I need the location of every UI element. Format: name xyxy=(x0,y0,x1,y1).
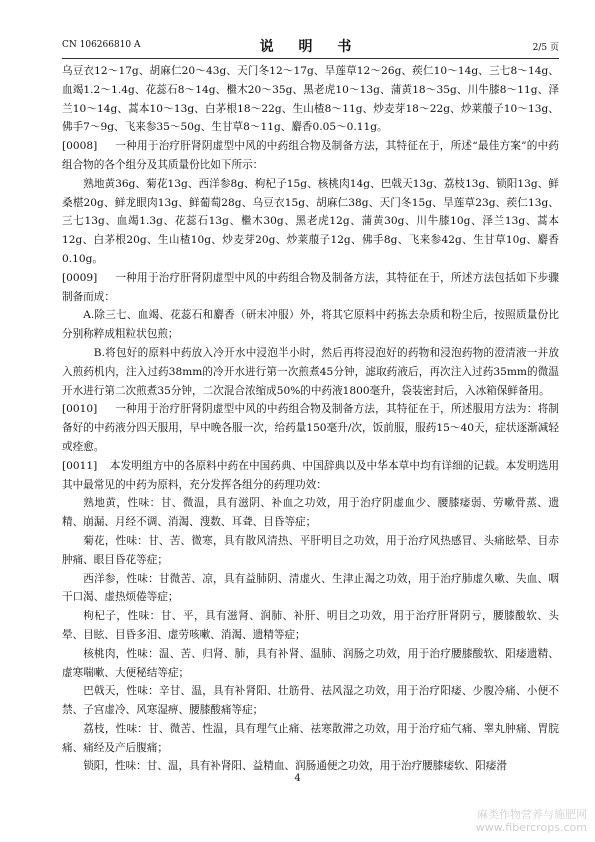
paragraph-text: 一种用于治疗肝肾阴虚型中风的中药组合物及制备方法，其特征在于，所述服用方法为：将制备好的中药液分四天服用，早中晚各服一次，给药量150毫升/次，饭前服，服药15～40天，症状逐渐减轻或痊愈。 xyxy=(62,403,559,453)
watermark xyxy=(476,808,587,834)
paragraph-number: [0008] xyxy=(62,140,98,153)
page-header xyxy=(62,36,559,56)
watermark-line: 麻类作物营养与施肥网 xyxy=(477,808,587,821)
page-number: 4 xyxy=(294,773,301,784)
paragraph-text: 本发明组方中的各原料中药在中国药典、中国辞典以及中华本草中均有详细的记载。本发明选用其中最常见的中药为原料，充分发挥各组分的药理功效： xyxy=(62,459,559,491)
document-title: 说 明 书 xyxy=(259,39,362,55)
herb-lizhi: 荔枝，性味：甘、微苦、性温，具有理气止痛、祛寒散滞之功效，用于治疗疝气痛、睾丸肿痛、胃脘痛、痛经及产后腹痛； xyxy=(62,722,559,754)
page-indicator: 2/5 页 xyxy=(532,43,559,53)
paragraph-continuation: 乌豆衣12～17g、胡麻仁20～43g、天门冬12～17g、旱莲草12～26g、蒺仁10～14g、三七8～14g、血竭1.2～1.4g、花蕊石8～14g、檵木20～35g、黑老虎10～13g、蒲黄18～35g、川牛膝8～11g、泽兰10～14g、蒿本10～13g、白茅根18～22g、生山楂8～11g、炒麦芽18～22g、炒莱菔子10～13g、佛手7～9g、飞来参35～50g、生甘草8～11g、麝香0.05～0.11g。 xyxy=(62,65,559,134)
herb-bajitian: 巴戟天，性味：辛甘、温，具有补肾阳、壮筋骨、祛风湿之功效，用于治疗阳痿、少腹冷痛、小便不禁、子宫虚冷、风寒湿痹、腰膝酸痛等症； xyxy=(62,685,559,717)
herb-shudihuang: 熟地黄，性味：甘、微温，具有滋阴、补血之功效，用于治疗阴虚血少、腰膝痿弱、劳嗽骨蒸、遗精、崩漏、月经不调、消渴、溲数、耳聋、目昏等症； xyxy=(62,497,559,529)
paragraph-text: 一种用于治疗肝肾阴虚型中风的中药组合物及制备方法，其特征在于，所述方法包括如下步骤制备而成： xyxy=(62,271,559,303)
paragraph-number: [0010] xyxy=(62,403,98,416)
herb-suoyang: 锁阳，性味：甘、温，具有补肾阳、益精血、润肠通便之功效，用于治疗腰膝痿软、阳痿滑 xyxy=(83,760,507,773)
step-b: B.将包好的原料中药放入冷开水中浸泡半小时，然后再将浸泡好的药物和浸泡药物的澄清液一并放入煎药机内，注入过药38mm的冷开水进行第一次煎煮45分钟，滤取药液后，再次注入过药35mm的微温开水进行第二次煎煮35分钟，二次混合浓缩成50%的中药液1800毫升，袋装密封后，入冰箱保鲜备用。 xyxy=(62,346,559,397)
herb-juhua: 菊花，性味：甘、苦、微寒，具有散风清热、平肝明目之功效，用于治疗风热感冒、头痛眩晕、目赤肿痛、眼目昏花等症； xyxy=(62,534,559,566)
header-rule xyxy=(62,58,559,59)
herb-gouqizi: 枸杞子，性味：甘、平，具有滋肾、润肺、补肝、明目之功效，用于治疗肝肾阴亏，腰膝酸软、头晕、目眩、目昏多泪、虚劳咳嗽、消渴、遗精等症； xyxy=(62,610,559,641)
paragraph-text: 一种用于治疗肝肾阴虚型中风的中药组合物及制备方法，其特征在于，所述“最佳方案”的中药组合物的各个组分及其质量份比如下所示： xyxy=(62,140,559,171)
paragraph-number: [0011] xyxy=(62,459,98,472)
paragraph-0008 xyxy=(62,137,559,175)
formula-list: 熟地黄36g、菊花13g、西洋参8g、枸杞子15g、核桃肉14g、巴戟天13g、荔枝13g、锁阳13g、鲜桑椹20g、鲜龙眼肉13g、鲜葡萄28g、乌豆衣15g、胡麻仁38g、天门冬15g、旱莲草23g、蒺仁13g、三七13g、血竭1.3g、花蕊石13g、檵木30g、黑老虎12g、蒲黄30g、川牛膝10g、泽兰13g、蒿本12g、白茅根20g、生山楂10g、炒麦芽20g、炒莱菔子12g、佛手8g、飞来参42g、生甘草10g、麝香0.10g。 xyxy=(62,177,559,265)
watermark-url: www.fibercrops.com xyxy=(475,821,587,834)
paragraph-0010 xyxy=(62,400,559,456)
step-a: A.除三七、血竭、花蕊石和麝香（研末冲服）外，将其它原料中药拣去杂质和粉尘后，按照质量份比分别称粹成粗粒状包煎； xyxy=(62,309,559,341)
patent-number: CN 106266810 A xyxy=(62,40,141,50)
herb-xiyangshen: 西洋参，性味：甘微苦、凉，具有益肺阴、清虚火、生津止渴之功效，用于治疗肺虚久嗽、失血、咽干口渴、虚热烦倦等症； xyxy=(62,572,559,604)
herb-hetaorou: 核桃肉，性味：温、苦、归肾、肺，具有补肾、温肺、润肠之功效，用于治疗腰膝酸软、阳痿遗精、虚寒喘嗽、大便秘结等症； xyxy=(62,647,559,679)
paragraph-number: [0009] xyxy=(62,271,98,284)
paragraph-0011 xyxy=(62,457,559,495)
paragraph-0009 xyxy=(62,269,559,307)
document-body xyxy=(62,62,559,776)
